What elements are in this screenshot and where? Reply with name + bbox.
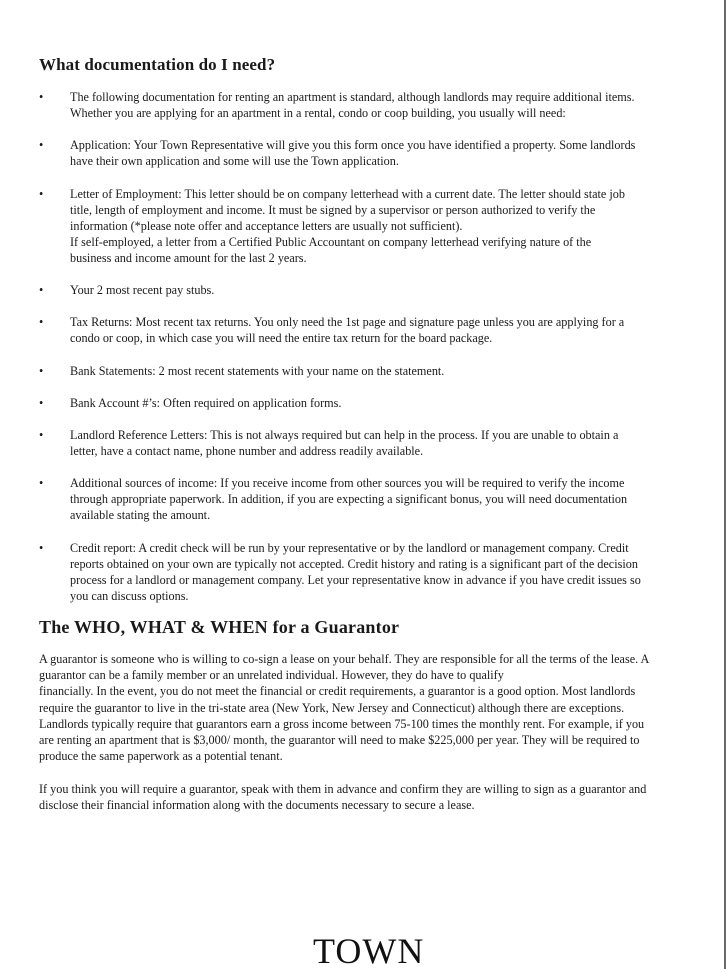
paragraph-text-line: produce the same paperwork as a potential tenant. <box>39 749 283 764</box>
list-item-text-line: business and income amount for the last 2 years. <box>70 250 307 265</box>
paragraph-text-line: disclose their financial information along with the documents necessary to secure a lease. <box>39 797 475 812</box>
list-item-text-line: have their own application and some will use the Town application. <box>70 154 399 169</box>
bullet-icon: • <box>39 315 44 330</box>
documentation-list <box>39 89 689 604</box>
list-item-text-line: Landlord Reference Letters: This is not always required but can help in the process. If you are unable to obtain a <box>70 427 619 442</box>
list-item-text-line: you can discuss options. <box>70 588 189 603</box>
list-item-text-line: Whether you are applying for an apartment in a rental, condo or coop building, you usually will need: <box>70 106 566 121</box>
list-item <box>39 363 689 379</box>
bullet-icon: • <box>39 283 44 298</box>
list-item <box>39 427 689 459</box>
list-item-text-line: Application: Your Town Representative will give you this form once you have identified a property. Some landlords <box>70 138 636 153</box>
paragraph-text-line: are renting an apartment that is $3,000/ month, the guarantor will need to make $225,000 per year. They will be required to <box>39 733 640 748</box>
bullet-icon: • <box>39 395 44 410</box>
list-item-text-line: Credit report: A credit check will be run by your representative or by the landlord or management company. Credit <box>70 540 629 555</box>
bullet-icon: • <box>39 540 44 555</box>
paragraph-text-line: require the guarantor to live in the tri-state area (New York, New Jersey and Connecticut) although there are exceptions. <box>39 700 625 715</box>
list-item-text-line: Bank Statements: 2 most recent statements with your name on the statement. <box>70 363 445 378</box>
list-item-text-line: information (*please note offer and acceptance letters are usually not sufficient). <box>70 218 463 233</box>
list-item-text-line: If self-employed, a letter from a Certified Public Accountant on company letterhead verifying nature of the <box>70 234 592 249</box>
list-item <box>39 186 689 266</box>
paragraph-text-line: guarantor can be a family member or an unrelated individual. However, they do have to qualify <box>39 668 504 683</box>
paragraph-text-line: If you think you will require a guarantor, speak with them in advance and confirm they are willing to sign as a guarantor and <box>39 781 647 796</box>
bullet-icon: • <box>39 186 44 201</box>
document-content <box>39 55 689 829</box>
bullet-icon: • <box>39 476 44 491</box>
list-item-text-line: Your 2 most recent pay stubs. <box>70 283 215 298</box>
paragraph <box>39 781 689 813</box>
list-item-text-line: process for a landlord or management company. Let your representative know in advance if you have credit issues so <box>70 572 641 587</box>
list-item-text-line: letter, have a contact name, phone number and address readily available. <box>70 444 424 459</box>
list-item <box>39 89 689 121</box>
list-item <box>39 395 689 411</box>
bullet-icon: • <box>39 90 44 104</box>
paragraph-text-line: A guarantor is someone who is willing to co-sign a lease on your behalf. They are responsible for all the terms of the lease. A <box>39 652 650 666</box>
list-item-text-line: Tax Returns: Most recent tax returns. You only need the 1st page and signature page unless you are applying for a <box>70 315 625 330</box>
bullet-icon: • <box>39 138 44 153</box>
list-item <box>39 137 689 169</box>
list-item-text-line: available stating the amount. <box>70 508 211 523</box>
paragraph-text-line: Landlords typically require that guarantors earn a gross income between 75-100 times the monthly rent. For example, if you <box>39 716 645 731</box>
list-item-text-line: The following documentation for renting an apartment is standard, although landlords may require additional items. <box>70 90 635 104</box>
list-item-text-line: reports obtained on your own are typically not accepted. Credit history and rating is a significant part of the decision <box>70 556 638 571</box>
list-item <box>39 282 689 298</box>
list-item-text-line: Bank Account #’s: Often required on application forms. <box>70 395 342 410</box>
list-item <box>39 314 689 346</box>
list-item-text-line: condo or coop, in which case you will need the entire tax return for the board package. <box>70 331 493 346</box>
list-item <box>39 475 689 523</box>
documentation-heading: What documentation do I need? <box>39 55 276 74</box>
list-item <box>39 540 689 604</box>
bullet-icon: • <box>39 427 44 442</box>
town-logo: TOWN <box>313 931 425 971</box>
guarantor-section <box>39 651 689 813</box>
guarantor-heading: The WHO, WHAT & WHEN for a Guarantor <box>39 617 400 637</box>
bullet-icon: • <box>39 363 44 378</box>
list-item-text-line: title, length of employment and income. It must be signed by a supervisor or person authorized to verify the <box>70 202 596 217</box>
list-item-text-line: Additional sources of income: If you receive income from other sources you will be required to verify the income <box>70 476 625 491</box>
paragraph <box>39 651 689 764</box>
list-item-text-line: Letter of Employment: This letter should be on company letterhead with a current date. The letter should state job <box>70 186 625 201</box>
list-item-text-line: through appropriate paperwork. In addition, if you are expecting a significant bonus, you will need documentation <box>70 492 628 507</box>
paragraph-text-line: financially. In the event, you do not meet the financial or credit requirements, a guarantor is a good option. Most landlords <box>39 684 636 699</box>
